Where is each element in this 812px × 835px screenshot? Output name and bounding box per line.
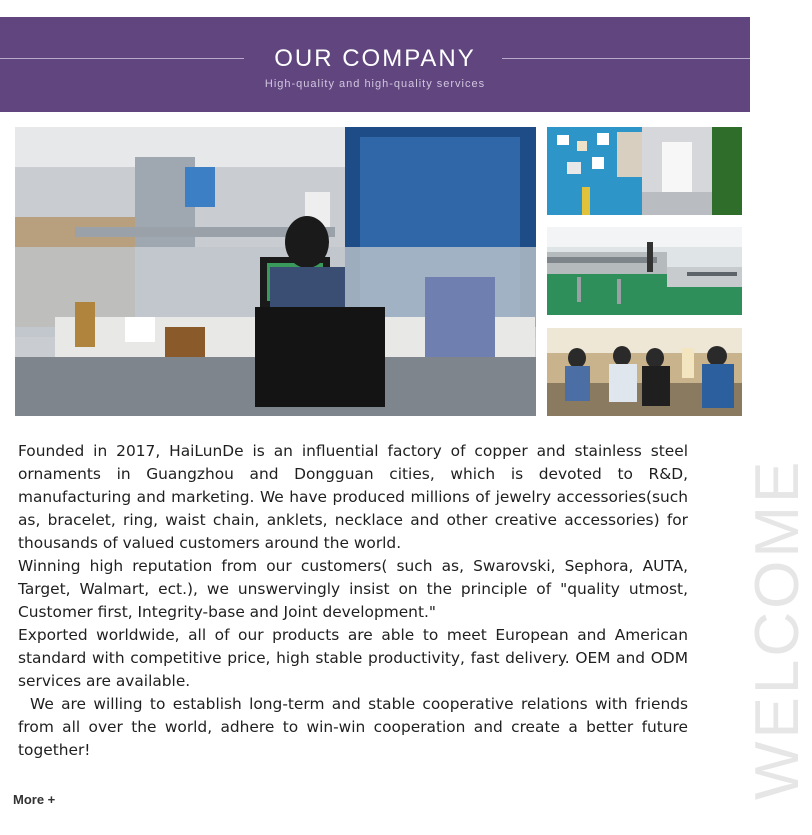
office-corridor-photo bbox=[547, 127, 742, 215]
section-title: OUR COMPANY bbox=[274, 45, 476, 72]
description-paragraph: Founded in 2017, HaiLunDe is an influential factory of copper and stainless steel ornaments in Guangzhou and Dongguan cities, which is devoted to R&D, manufacturing and marketing. We have produced millions of jewelry accessories(such as, bracelet, ring, waist chain, anklets, necklace and other creative accessories) for thousands of valued customers around the world. bbox=[18, 442, 688, 552]
description-paragraph: Exported worldwide, all of our products are able to meet European and American standard with competitive price, high stable productivity, fast delivery. OEM and ODM services are available. bbox=[18, 626, 688, 690]
workshop-workers-photo bbox=[547, 328, 742, 416]
description-paragraph: We are willing to establish long-term and stable cooperative relations with friends from all over the world, adhere to win-win cooperation and create a better future together! bbox=[18, 695, 688, 759]
more-link[interactable]: More + bbox=[13, 792, 56, 807]
description-paragraph: Winning high reputation from our customers( such as, Swarovski, Sephora, AUTA, Target, Walmart, ect.), we unswervingly insist on the principle of "quality utmost, Customer first, Integrity-base and Joint development." bbox=[18, 557, 688, 621]
section-header-banner bbox=[0, 17, 750, 112]
welcome-watermark: WELCOME bbox=[743, 458, 812, 800]
production-line-photo bbox=[547, 227, 742, 315]
company-description bbox=[18, 440, 688, 762]
section-subtitle: High-quality and high-quality services bbox=[264, 78, 486, 90]
office-workstation-photo bbox=[15, 127, 536, 416]
